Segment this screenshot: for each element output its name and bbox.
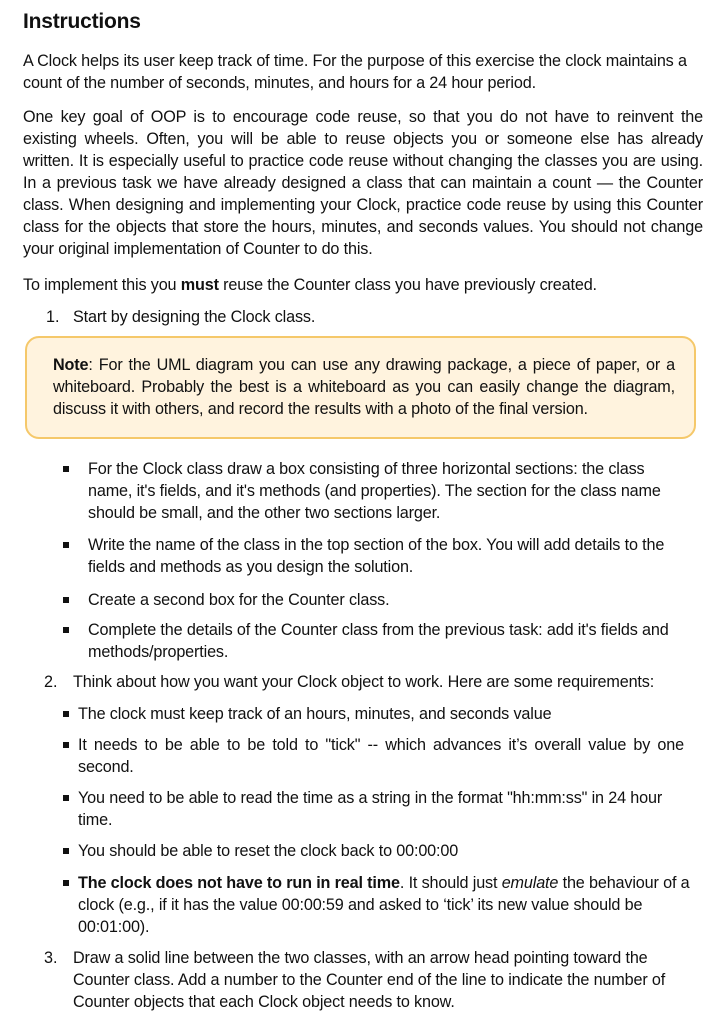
oop-paragraph: One key goal of OOP is to encourage code reuse, so that you do not have to reinvent the existing wheels. Often, you will be able to reuse objects you or someone else has already written. It is especially useful to practice code reuse without changing the classes you are using. In a previous task we have already designed a class that can maintain a count — the Counter class. When designing and implementing your Clock, practice code reuse by using this Counter class for the objects that store the hours, minutes, and seconds values. You should not change your original implementation of Counter to do this.	[23, 108, 703, 258]
intro-paragraph: A Clock helps its user keep track of time. For the purpose of this exercise the clock maintains a count of the number of seconds, minutes, and hours for a 24 hour period.	[23, 52, 687, 92]
implement-paragraph	[23, 274, 703, 296]
bullet-icon	[63, 742, 69, 748]
step-3-text: Draw a solid line between the two classes, with an arrow head pointing toward the Counter class. Add a number to the Counter end of the line to indicate the number of Counter objects that each Clock object needs to know.	[73, 949, 666, 1011]
bullet-icon	[63, 466, 69, 472]
step-2-bullet-1: The clock must keep track of an hours, minutes, and seconds value	[78, 705, 552, 723]
step-3-number: 3.	[44, 949, 58, 967]
page-title: Instructions	[23, 10, 141, 33]
note-box	[25, 336, 696, 439]
step-1-bullet-3: Create a second box for the Counter class.	[88, 591, 390, 609]
implement-must-emphasis: must	[180, 276, 219, 294]
step-1-number: 1.	[46, 308, 60, 326]
step-2-text: Think about how you want your Clock object to work. Here are some requirements:	[73, 673, 655, 691]
bullet-5-mid: . It should just	[399, 874, 502, 892]
bullet-icon	[63, 597, 69, 603]
note-label: Note	[53, 356, 89, 374]
note-body: : For the UML diagram you can use any drawing package, a piece of paper, or a whiteboard. Probably the best is a whiteboard as you can easily change the diagram, discuss it with others, and record the results with a photo of the final version.	[53, 356, 675, 418]
bullet-icon	[63, 795, 69, 801]
step-1-bullet-4: Complete the details of the Counter class from the previous task: add it's fields and methods/properties.	[88, 621, 669, 661]
step-2-bullet-3: You need to be able to read the time as a string in the format "hh:mm:ss" in 24 hour time.	[78, 789, 663, 829]
bullet-icon	[63, 711, 69, 717]
implement-text-before: To implement this you	[23, 276, 181, 294]
bullet-icon	[63, 880, 69, 886]
step-1-text: Start by designing the Clock class.	[73, 308, 316, 326]
step-2-bullet-4: You should be able to reset the clock back to 00:00:00	[78, 842, 459, 860]
note-text	[53, 354, 675, 420]
realtime-emphasis: The clock does not have to run in real time	[78, 874, 400, 892]
step-1-bullet-2: Write the name of the class in the top section of the box. You will add details to the fields and methods as you design the solution.	[88, 536, 665, 576]
step-2-bullet-5	[78, 872, 692, 938]
bullet-icon	[63, 542, 69, 548]
implement-text-after: reuse the Counter class you have previously created.	[218, 276, 597, 294]
step-1-bullet-1: For the Clock class draw a box consisting of three horizontal sections: the class name, it's fields, and it's methods (and properties). The section for the class name should be small, and the other two sections larger.	[88, 460, 661, 522]
step-2-bullet-2: It needs to be able to be told to "tick" -- which advances it’s overall value by one second.	[78, 736, 684, 776]
bullet-icon	[63, 627, 69, 633]
bullet-icon	[63, 848, 69, 854]
emulate-emphasis: emulate	[501, 874, 559, 892]
bullet-5-after: the behaviour of a clock (e.g., if it has the value 00:00:59 and asked to ‘tick’ its new value should be 00:01:00).	[78, 874, 690, 936]
step-2-number: 2.	[44, 673, 58, 691]
